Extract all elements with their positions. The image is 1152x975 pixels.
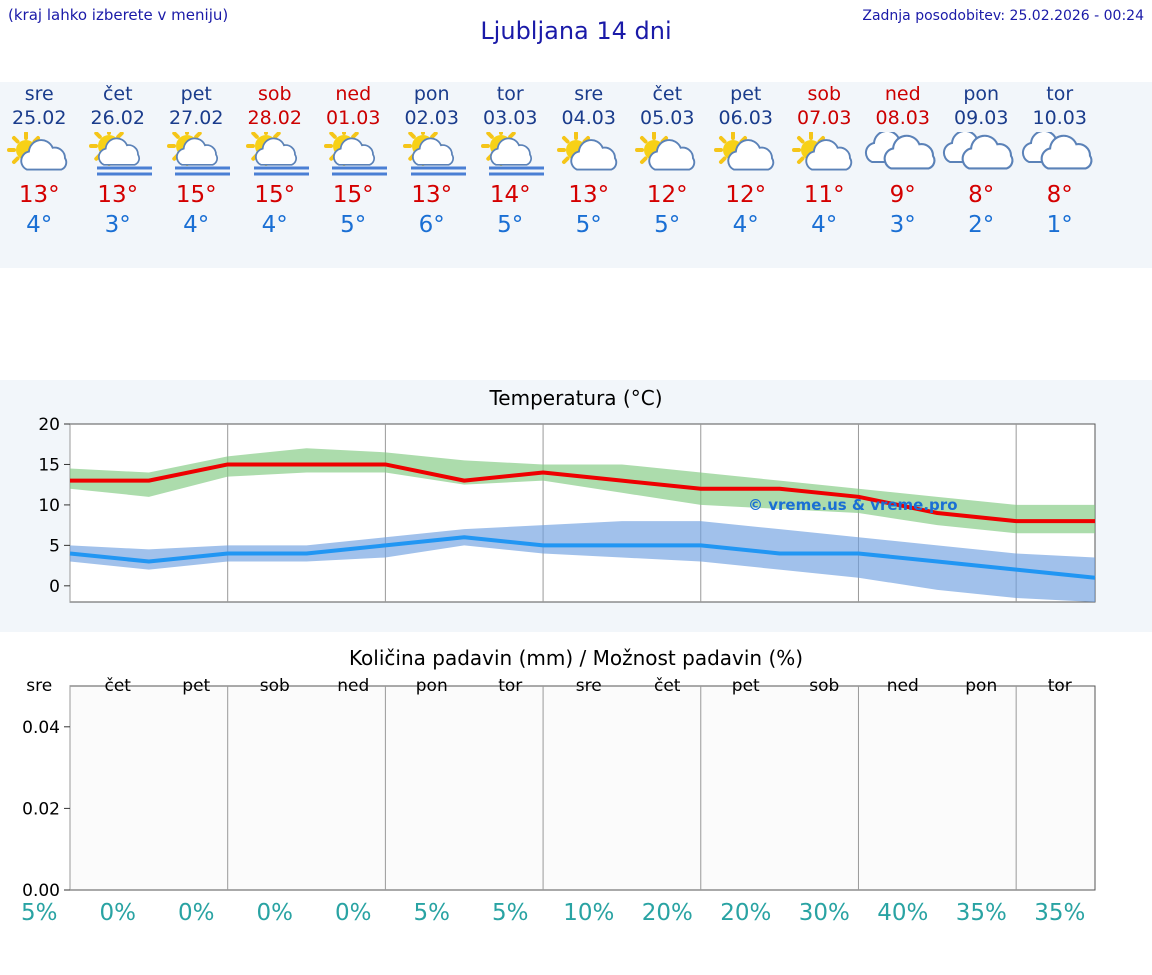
day-name: sob [257,83,292,105]
svg-text:0.02: 0.02 [22,799,60,820]
day-temp-min: 6° [418,212,445,238]
precip-day-label: ned [886,676,919,696]
precip-day-label: ned [337,676,370,696]
svg-text:0: 0 [49,576,60,597]
forecast-day-column[interactable] [471,82,550,240]
day-date: 02.03 [404,107,459,129]
day-date: 27.02 [169,107,224,129]
forecast-day-column[interactable] [1021,82,1100,240]
forecast-day-column[interactable] [707,82,786,240]
forecast-day-column[interactable] [0,82,79,240]
precip-probability-value: 0% [335,900,372,926]
day-temp-max: 15° [332,182,374,208]
temperature-chart [0,380,1152,632]
day-temp-max: 8° [968,182,995,208]
day-date: 28.02 [247,107,302,129]
day-temp-max: 13° [97,182,139,208]
temperature-plot [0,410,1152,625]
sun-rain-icon [236,132,315,180]
sun-cloud-icon [707,132,786,180]
day-temp-min: 4° [26,212,53,238]
cloud-icon [942,132,1021,180]
day-temp-min: 3° [104,212,131,238]
precip-probability-value: 20% [641,900,693,926]
day-temp-min: 4° [811,212,838,238]
precip-day-label: tor [498,676,523,696]
svg-text:15: 15 [38,455,60,476]
day-temp-max: 8° [1046,182,1073,208]
precip-day-label: sre [26,676,53,696]
day-temp-min: 4° [732,212,759,238]
svg-text:20: 20 [38,415,60,435]
day-date: 01.03 [326,107,381,129]
precip-day-labels [0,676,1152,696]
precip-day-label: pon [965,676,998,696]
day-temp-min: 2° [968,212,995,238]
sun-rain-icon [393,132,472,180]
precip-probability-value: 5% [413,900,450,926]
day-temp-max: 13° [18,182,60,208]
last-updated: Zadnja posodobitev: 25.02.2026 - 00:24 [862,8,1144,24]
precip-day-label: čet [654,676,681,696]
precip-probability-value: 0% [256,900,293,926]
forecast-day-column[interactable] [942,82,1021,240]
day-date: 26.02 [90,107,145,129]
day-name: čet [652,83,683,105]
day-date: 08.03 [875,107,930,129]
precip-day-label: sob [259,676,290,696]
forecast-day-list [0,82,1152,240]
svg-text:0.04: 0.04 [22,717,60,738]
day-date: 05.03 [640,107,695,129]
forecast-day-column[interactable] [393,82,472,240]
sun-cloud-icon [785,132,864,180]
sun-rain-icon [157,132,236,180]
precip-day-label: pet [731,676,760,696]
precip-probability-value: 30% [798,900,850,926]
svg-text:5: 5 [49,536,60,557]
precipitation-chart-title: Količina padavin (mm) / Možnost padavin (%) [348,646,804,670]
day-temp-min: 4° [261,212,288,238]
day-name: čet [102,83,133,105]
day-name: ned [335,83,372,105]
cloud-icon [1021,132,1100,180]
day-temp-min: 5° [654,212,681,238]
location-note: (kraj lahko izberete v meniju) [8,6,229,24]
sun-cloud-icon [628,132,707,180]
precip-probability-value: 35% [1034,900,1086,926]
forecast-day-column[interactable] [628,82,707,240]
day-name: ned [884,83,921,105]
precip-probability-value: 0% [99,900,136,926]
cloud-icon [864,132,943,180]
sun-cloud-icon [550,132,629,180]
precip-probability-value: 0% [178,900,215,926]
temperature-chart-title: Temperatura (°C) [489,386,663,410]
day-name: pon [963,83,1000,105]
day-temp-min: 1° [1046,212,1073,238]
precip-day-label: pon [415,676,448,696]
day-temp-max: 12° [725,182,767,208]
day-name: pon [413,83,450,105]
precip-probability-value: 5% [21,900,58,926]
svg-text:0.00: 0.00 [22,881,60,901]
forecast-day-column[interactable] [79,82,158,240]
day-temp-max: 9° [889,182,916,208]
precip-probability-row [0,900,1152,926]
page-header [0,0,1152,60]
day-name: tor [496,83,524,105]
day-temp-max: 15° [175,182,217,208]
svg-text:10: 10 [38,495,60,516]
forecast-day-column[interactable] [314,82,393,240]
temperature-svg [0,410,1152,625]
forecast-day-column[interactable] [785,82,864,240]
day-date: 09.03 [954,107,1009,129]
sun-rain-icon [471,132,550,180]
day-name: sre [24,83,54,105]
precip-probability-value: 35% [955,900,1007,926]
forecast-day-column[interactable] [236,82,315,240]
day-date: 06.03 [718,107,773,129]
day-date: 10.03 [1032,107,1087,129]
day-temp-min: 5° [340,212,367,238]
day-name: pet [730,83,762,105]
precip-probability-value: 5% [492,900,529,926]
day-temp-max: 15° [254,182,296,208]
forecast-day-column[interactable] [550,82,629,240]
day-name: tor [1046,83,1074,105]
precip-day-label: tor [1047,676,1072,696]
day-date: 25.02 [12,107,67,129]
day-temp-max: 11° [803,182,845,208]
day-temp-min: 3° [889,212,916,238]
day-temp-max: 14° [489,182,531,208]
day-temp-max: 13° [568,182,610,208]
sun-rain-icon [314,132,393,180]
day-name: sob [807,83,842,105]
day-date: 03.03 [483,107,538,129]
day-name: sre [574,83,604,105]
day-temp-min: 5° [575,212,602,238]
precip-day-label: čet [104,676,131,696]
precip-probability-value: 10% [563,900,615,926]
day-date: 07.03 [797,107,852,129]
forecast-strip [0,82,1152,268]
day-temp-max: 13° [411,182,453,208]
sun-cloud-icon [0,132,79,180]
precip-probability-value: 40% [877,900,929,926]
sun-rain-icon [79,132,158,180]
copyright-label: © vreme.us & vreme.pro [748,496,958,514]
day-temp-max: 12° [646,182,688,208]
page-title: Ljubljana 14 dni [480,17,672,45]
precip-probability-value: 20% [720,900,772,926]
day-temp-min: 5° [497,212,524,238]
forecast-day-column[interactable] [864,82,943,240]
precip-day-label: pet [182,676,211,696]
forecast-day-column[interactable] [157,82,236,240]
precip-day-label: sre [575,676,602,696]
precip-day-label: sob [809,676,840,696]
day-temp-min: 4° [183,212,210,238]
day-date: 04.03 [561,107,616,129]
day-name: pet [180,83,212,105]
